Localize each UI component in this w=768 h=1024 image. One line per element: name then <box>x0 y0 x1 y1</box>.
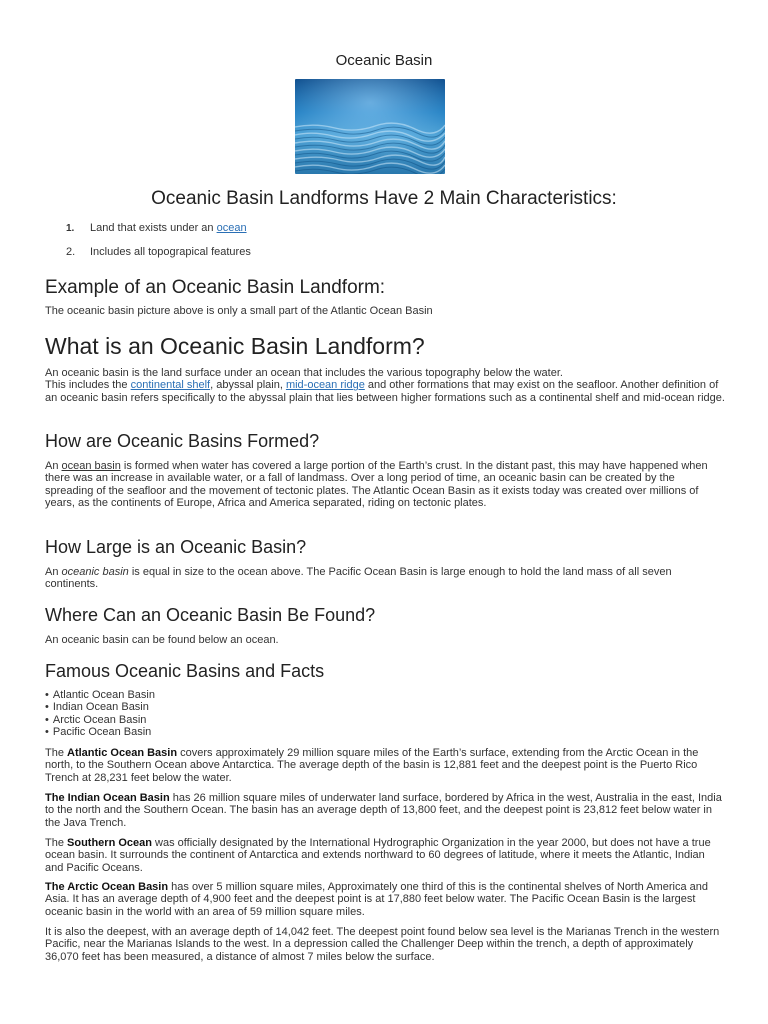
continental-shelf-link[interactable]: continental shelf <box>130 379 211 392</box>
document-title: Oceanic Basin <box>335 52 433 69</box>
atlantic-paragraph: The Atlantic Ocean Basin covers approximately 29 million square miles of the Earth’s surface, extending from the Arctic Ocean in the north, to the Southern Ocean above Antarctica. The average depth of the basin is 12,881 feet and the deepest point is the Puerto Rico Trench at 28,231 feet below the water. <box>45 747 699 784</box>
mid-ocean-ridge-link[interactable]: mid-ocean ridge <box>285 379 365 392</box>
list-item <box>66 246 251 258</box>
what-is-heading: What is an Oceanic Basin Landform? <box>45 333 425 359</box>
formed-paragraph: An ocean basin is formed when water has covered a large portion of the Earth’s crust. In the distant past, this may have happened when there was an increase in available water, or a fall of landmass. Over a long period of time, an oceanic basin can be created by the spreading of the seafloor and the movement of tectonic plates. The Atlantic Ocean Basin as it exists today was created over millions of years, as the continents of Europe, Africa and America separated, riding on tectonic plates. <box>45 460 708 509</box>
list-item: • Atlantic Ocean Basin <box>45 689 155 701</box>
large-paragraph: An oceanic basin is equal in size to the ocean above. The Pacific Ocean Basin is large enough to hold the land mass of all seven continents. <box>45 566 672 591</box>
where-heading: Where Can an Oceanic Basin Be Found? <box>45 605 376 625</box>
list-item: • Arctic Ocean Basin <box>45 714 155 726</box>
ocean-basin-link[interactable]: ocean basin <box>61 460 121 472</box>
ocean-link[interactable]: ocean <box>216 222 247 234</box>
basins-list <box>45 689 155 738</box>
characteristics-heading: Oceanic Basin Landforms Have 2 Main Characteristics: <box>151 188 617 209</box>
formed-heading: How are Oceanic Basins Formed? <box>45 431 320 451</box>
list-item-text: Land that exists under an ocean <box>90 222 247 234</box>
ocean-floor-image <box>295 79 445 174</box>
arctic-paragraph: The Arctic Ocean Basin has over 5 million square miles, Approximately one third of this is the continental shelves of North America and Asia. It has an average depth of 4,900 feet and the deepest point is at 17,880 feet below water. The Pacific Ocean Basin is the largest oceanic basin in the world with an area of 59 million square miles. <box>45 881 708 918</box>
large-heading: How Large is an Oceanic Basin? <box>45 537 307 557</box>
famous-heading: Famous Oceanic Basins and Facts <box>45 661 325 681</box>
example-heading: Example of an Oceanic Basin Landform: <box>45 277 386 298</box>
list-item-text: Includes all topograpical features <box>90 246 251 258</box>
southern-paragraph: The Southern Ocean was officially designated by the International Hydrographic Organization in the year 2000, but does not have a true ocean basin. It surrounds the continent of Antarctica and extends northward to 60 degrees of latitude, where it meets the Atlantic, Indian and Pacific Oceans. <box>45 837 711 874</box>
list-item <box>66 222 251 246</box>
list-number: 1. <box>66 223 75 234</box>
where-text: An oceanic basin can be found below an ocean. <box>45 634 279 646</box>
what-is-paragraph: An oceanic basin is the land surface under an ocean that includes the various topography below the water. This includes the continental shelf, abyssal plain, mid-ocean ridge and other formations that may exist on the seafloor. Another definition of an oceanic basin refers specifically to the abyssal plain that lies between higher formations such as a continental shelf and mid-ocean ridge. <box>45 367 725 404</box>
list-item: • Pacific Ocean Basin <box>45 726 155 738</box>
list-item: • Indian Ocean Basin <box>45 701 155 713</box>
deepest-paragraph: It is also the deepest, with an average depth of 14,042 feet. The deepest point found below sea level is the Marianas Trench in the western Pacific, near the Marianas Islands to the west. In a depression called the Challenger Deep within the trench, a depth of approximately 36,070 feet has been measured, a distance of almost 7 miles below the surface. <box>45 926 720 963</box>
characteristics-list <box>66 222 251 258</box>
list-number: 2. <box>66 246 76 258</box>
example-text: The oceanic basin picture above is only a small part of the Atlantic Ocean Basin <box>45 305 433 317</box>
indian-paragraph: The Indian Ocean Basin has 26 million square miles of underwater land surface, bordered by Africa in the west, Australia in the east, India to the north and the Southern Ocean. The basin has an average depth of 13,800 feet, and the deepest point is 23,812 feet below water in the Java Trench. <box>45 792 722 829</box>
